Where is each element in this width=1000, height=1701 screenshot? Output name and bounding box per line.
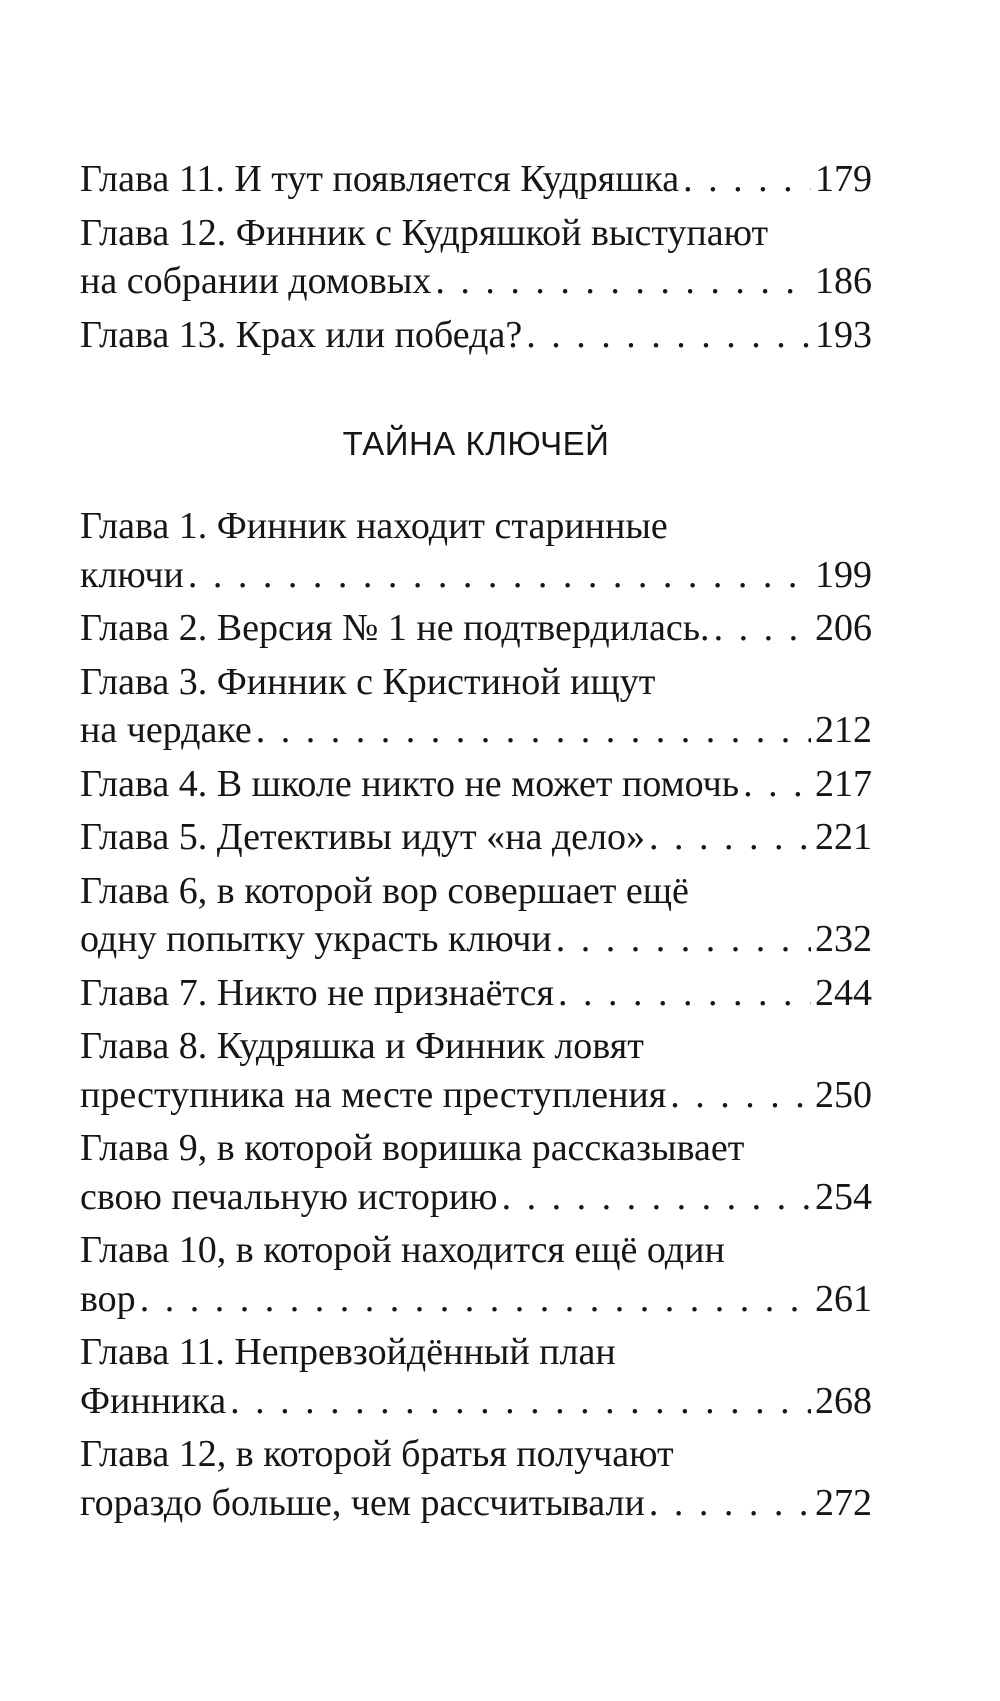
toc-page-number: 206 (815, 607, 872, 649)
toc-entry-row (80, 604, 872, 653)
toc-entry-title-line: Глава 12. Финник с Кудряшкой выступают (80, 211, 769, 254)
toc-entry-title-line: Глава 11. Непревзойдённый план (80, 1331, 616, 1373)
toc-entry[interactable] (80, 1430, 872, 1527)
toc-entry-title-line: Глава 6, в которой вор совершает ещё (80, 869, 689, 912)
toc-entry-row (80, 706, 872, 755)
dot-leader (558, 969, 811, 1018)
dot-leader (649, 1479, 811, 1528)
toc-entry-row (80, 257, 872, 306)
toc-entry-title: свою печальную историю (80, 1175, 498, 1218)
toc-entry-title-line: Глава 10, в которой находится ещё один (80, 1229, 725, 1271)
toc-page-number: 250 (815, 1073, 872, 1116)
toc-list-previous-section (80, 155, 872, 359)
toc-entry-title: одну попытку украсть ключи (80, 918, 552, 960)
toc-entry-row (80, 1479, 872, 1528)
toc-entry-title-line: Глава 1. Финник находит старинные (80, 505, 668, 547)
dot-leader (556, 915, 811, 964)
toc-entry[interactable] (80, 1226, 872, 1323)
toc-entry-title: преступника на месте преступления (80, 1073, 667, 1116)
toc-entry[interactable] (80, 1022, 872, 1119)
toc-entry-title: на собрании домовых (80, 260, 432, 302)
toc-entry-title-line: Глава 9, в которой воришка рассказывает (80, 1127, 745, 1169)
toc-entry-title-line: Глава 8. Кудряшка и Финник ловят (80, 1025, 644, 1067)
toc-page-number: 212 (815, 709, 872, 751)
toc-entry-title: Глава 11. И тут появляется Кудряшка (80, 158, 680, 200)
toc-entry-row (80, 1377, 872, 1426)
dot-leader (670, 1071, 811, 1120)
dot-leader (526, 311, 811, 360)
toc-entry-title: Финника (80, 1379, 227, 1422)
toc-entry[interactable] (80, 311, 872, 360)
toc-entry[interactable] (80, 760, 872, 809)
toc-page-number: 254 (815, 1175, 872, 1218)
toc-entry-row (80, 155, 872, 204)
toc-entry-title: Глава 4. В школе никто не может помочь (80, 762, 740, 805)
toc-entry[interactable] (80, 502, 872, 599)
toc-entry[interactable] (80, 658, 872, 755)
toc-entry-row (80, 969, 872, 1018)
toc-entry-title: Глава 2. Версия № 1 не подтвердилась. (80, 607, 710, 649)
toc-entry-row (80, 311, 872, 360)
dot-leader (230, 1377, 811, 1426)
toc-entry-row (80, 760, 872, 809)
toc-entry[interactable] (80, 969, 872, 1018)
toc-entry[interactable] (80, 209, 872, 306)
toc-entry[interactable] (80, 1328, 872, 1425)
toc-page-number: 268 (815, 1379, 872, 1422)
toc-entry-row (80, 1173, 872, 1222)
dot-leader (743, 760, 811, 809)
toc-page-number: 179 (815, 158, 872, 200)
toc-entry[interactable] (80, 604, 872, 653)
toc-list-section (80, 502, 872, 1527)
toc-page-number: 232 (815, 918, 872, 960)
toc-entry-row (80, 1275, 872, 1324)
dot-leader (649, 813, 811, 862)
toc-page-number: 199 (815, 553, 872, 596)
dot-leader (140, 1275, 811, 1324)
toc-entry-title-line: Глава 12, в которой братья получают (80, 1433, 674, 1475)
toc-page-number: 272 (815, 1481, 872, 1524)
toc-entry-row (80, 551, 872, 600)
toc-entry[interactable] (80, 867, 872, 964)
dot-leader (683, 155, 811, 204)
toc-entry-title: Глава 5. Детективы идут «на дело» (80, 816, 645, 858)
dot-leader (502, 1173, 811, 1222)
toc-page-number: 193 (815, 313, 872, 356)
dot-leader (256, 706, 811, 755)
toc-entry[interactable] (80, 1124, 872, 1221)
toc-entry-title: Глава 7. Никто не признаётся (80, 971, 554, 1014)
toc-page-number: 261 (815, 1277, 872, 1320)
toc-entry-row (80, 813, 872, 862)
dot-leader (435, 257, 811, 306)
toc-entry-row (80, 1071, 872, 1120)
toc-entry-title: Глава 13. Крах или победа? (80, 313, 523, 356)
toc-entry-title: гораздо больше, чем рассчитывали (80, 1481, 645, 1524)
dot-leader (714, 604, 811, 653)
toc-page-number: 217 (815, 762, 872, 805)
toc-entry-title: на чердаке (80, 709, 252, 751)
section-heading: ТАЙНА КЛЮЧЕЙ (342, 425, 610, 462)
dot-leader (188, 551, 811, 600)
toc-entry[interactable] (80, 813, 872, 862)
toc-entry-title: вор (80, 1277, 136, 1320)
toc-entry-title-line: Глава 3. Финник с Кристиной ищут (80, 660, 656, 703)
toc-entry-title: ключи (80, 553, 184, 596)
toc-page-number: 221 (815, 816, 872, 858)
toc-entry-row (80, 915, 872, 964)
toc-page-number: 186 (815, 260, 872, 302)
toc-page-number: 244 (815, 971, 872, 1014)
toc-entry[interactable] (80, 155, 872, 204)
